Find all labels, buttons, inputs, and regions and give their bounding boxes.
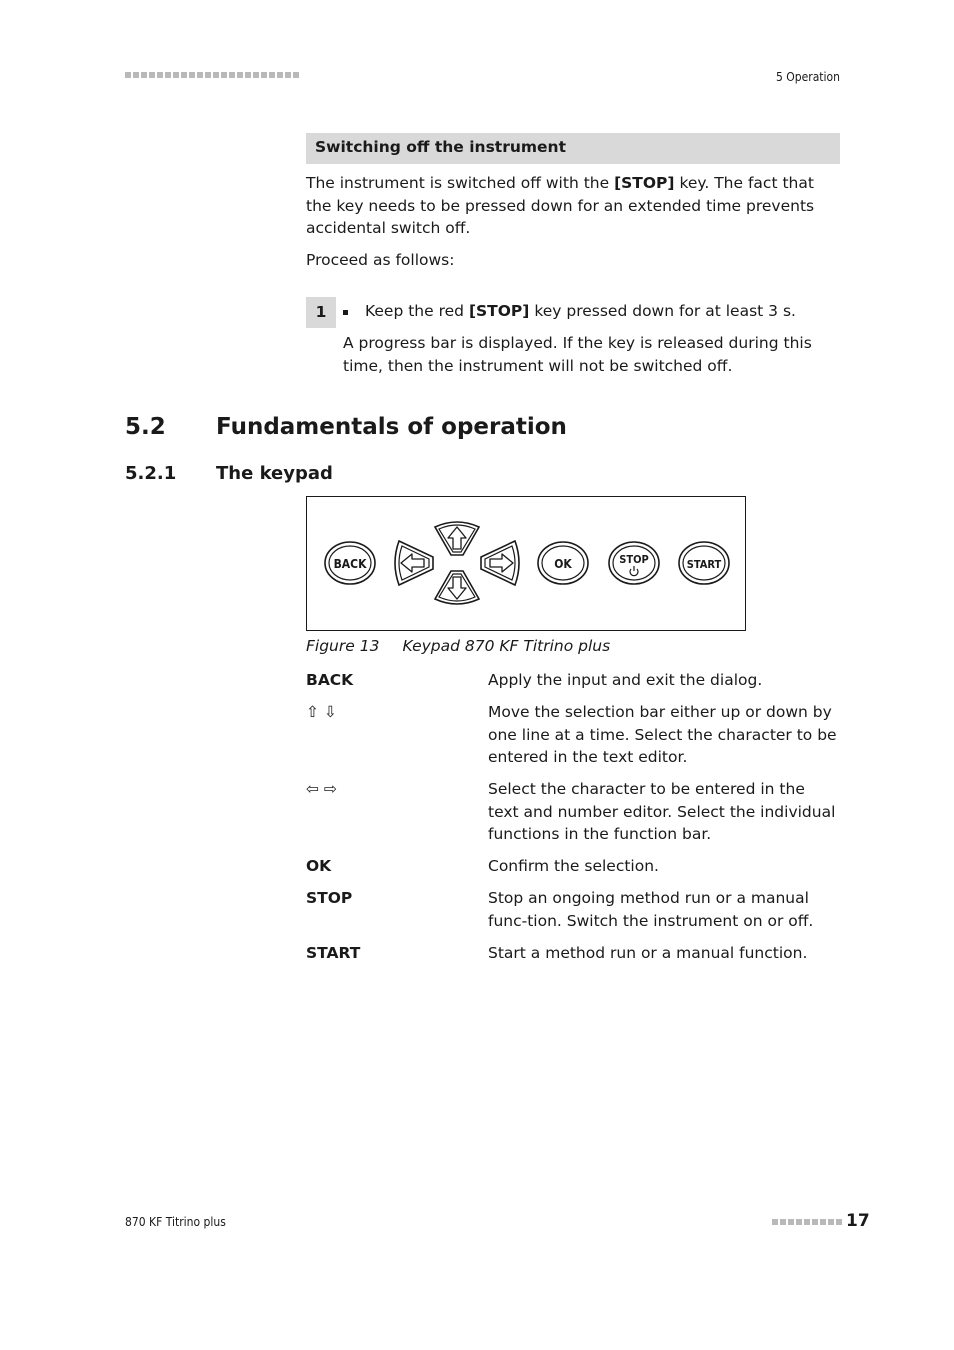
def-desc-ok: Confirm the selection. bbox=[488, 857, 659, 875]
step-number: 1 bbox=[306, 297, 336, 328]
stop-key-label: STOP bbox=[619, 553, 649, 566]
figure-label: Figure 13 bbox=[306, 637, 380, 655]
right-arrow-key bbox=[481, 541, 519, 585]
footer-decoration bbox=[772, 1219, 842, 1225]
step-text-pre: Keep the red bbox=[365, 302, 469, 320]
def-term-stop: STOP bbox=[306, 889, 353, 907]
figure-caption bbox=[306, 637, 610, 655]
def-term-up-down: ⇧ ⇩ bbox=[306, 703, 337, 721]
ok-key-label: OK bbox=[554, 557, 572, 571]
bullet-icon bbox=[343, 310, 348, 315]
proceed-paragraph: Proceed as follows: bbox=[306, 251, 455, 269]
ok-key bbox=[538, 542, 588, 584]
section-title: Fundamentals of operation bbox=[216, 414, 567, 440]
def-desc-up-down: Move the selection bar either up or down by one line at a time. Select the character to be entered in the text editor. bbox=[488, 703, 837, 766]
step-instruction bbox=[365, 300, 796, 323]
switching-off-heading: Switching off the instrument bbox=[315, 138, 566, 156]
subsection-number: 5.2.1 bbox=[125, 463, 177, 484]
left-arrow-key bbox=[395, 541, 433, 585]
step-result: A progress bar is displayed. If the key is released during this time, then the instrument will not be switched off. bbox=[343, 334, 812, 375]
page-number: 17 bbox=[846, 1211, 870, 1231]
keypad-figure bbox=[306, 496, 746, 631]
subsection-title: The keypad bbox=[216, 463, 333, 484]
start-key bbox=[679, 542, 729, 584]
def-desc-left-right: Select the character to be entered in the text and number editor. Select the individual functions in the function bar. bbox=[488, 780, 836, 843]
back-key bbox=[325, 542, 375, 584]
def-desc-stop: Stop an ongoing method run or a manual func-tion. Switch the instrument on or off. bbox=[488, 889, 814, 930]
def-desc-start: Start a method run or a manual function. bbox=[488, 944, 808, 962]
stop-key bbox=[609, 542, 659, 584]
up-arrow-key bbox=[435, 522, 479, 555]
start-key-label: START bbox=[686, 558, 722, 571]
step-text-post: key pressed down for at least 3 s. bbox=[529, 302, 796, 320]
def-term-ok: OK bbox=[306, 857, 332, 875]
def-term-left-right: ⇦ ⇨ bbox=[306, 780, 337, 798]
para1-key: [STOP] bbox=[614, 174, 675, 192]
back-key-label: BACK bbox=[333, 557, 367, 571]
switching-off-heading-box bbox=[306, 133, 840, 164]
footer-product: 870 KF Titrino plus bbox=[125, 1215, 226, 1229]
figure-title: Keypad 870 KF Titrino plus bbox=[402, 637, 611, 655]
def-desc-back: Apply the input and exit the dialog. bbox=[488, 671, 763, 689]
para1-text-pre: The instrument is switched off with the bbox=[306, 174, 615, 192]
down-arrow-key bbox=[435, 571, 479, 604]
def-term-back: BACK bbox=[306, 671, 354, 689]
header-decoration bbox=[125, 72, 299, 78]
def-term-start: START bbox=[306, 944, 361, 962]
switching-off-paragraph bbox=[306, 172, 840, 240]
para1-text-post: key. The fact that the key needs to be pressed down for an extended time prevents accidental switch off. bbox=[306, 174, 815, 237]
step-key: [STOP] bbox=[468, 302, 530, 320]
header-section: 5 Operation bbox=[775, 70, 840, 84]
keypad-illustration bbox=[307, 497, 745, 630]
section-number: 5.2 bbox=[125, 414, 166, 440]
